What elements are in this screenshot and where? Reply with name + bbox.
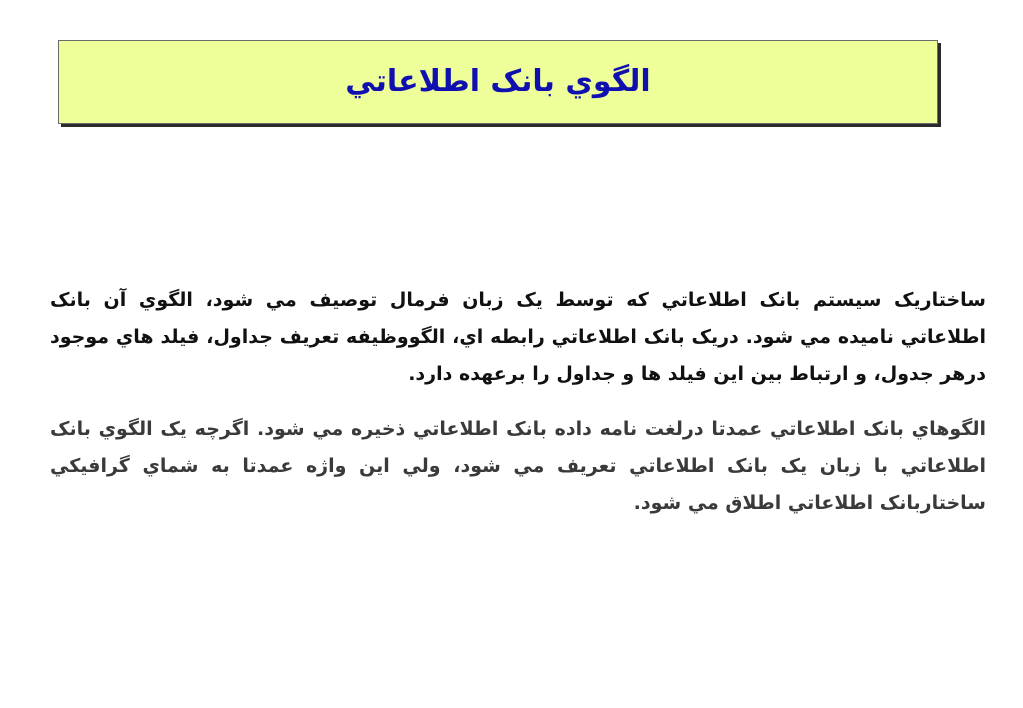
slide-title: الگوي بانک اطلاعاتي: [345, 64, 651, 99]
paragraph-schema-definition: ساختاريک سيستم بانک اطلاعاتي که توسط يک زبان فرمال توصيف مي شود، الگوي آن بانک اطلاعاتي ناميده مي شود. دريک بانک اطلاعاتي رابطه اي، الگووظيفه تعريف جداول، فيلد هاي موجود درهر جدول، و ارتباط بين اين فيلد ها و جداول را برعهده دارد.: [50, 289, 986, 385]
slide-title-box: [58, 40, 938, 124]
slide-content: [50, 282, 986, 522]
paragraph-schema-storage: الگوهاي بانک اطلاعاتي عمدتا درلغت نامه داده بانک اطلاعاتي ذخيره مي شود. اگرچه يک الگوي بانک اطلاعاتي با زبان يک بانک اطلاعاتي تعريف مي شود، ولي اين واژه عمدتا به شماي گرافيکي ساختاربانک اطلاعاتي اطلاق مي شود.: [50, 418, 986, 514]
